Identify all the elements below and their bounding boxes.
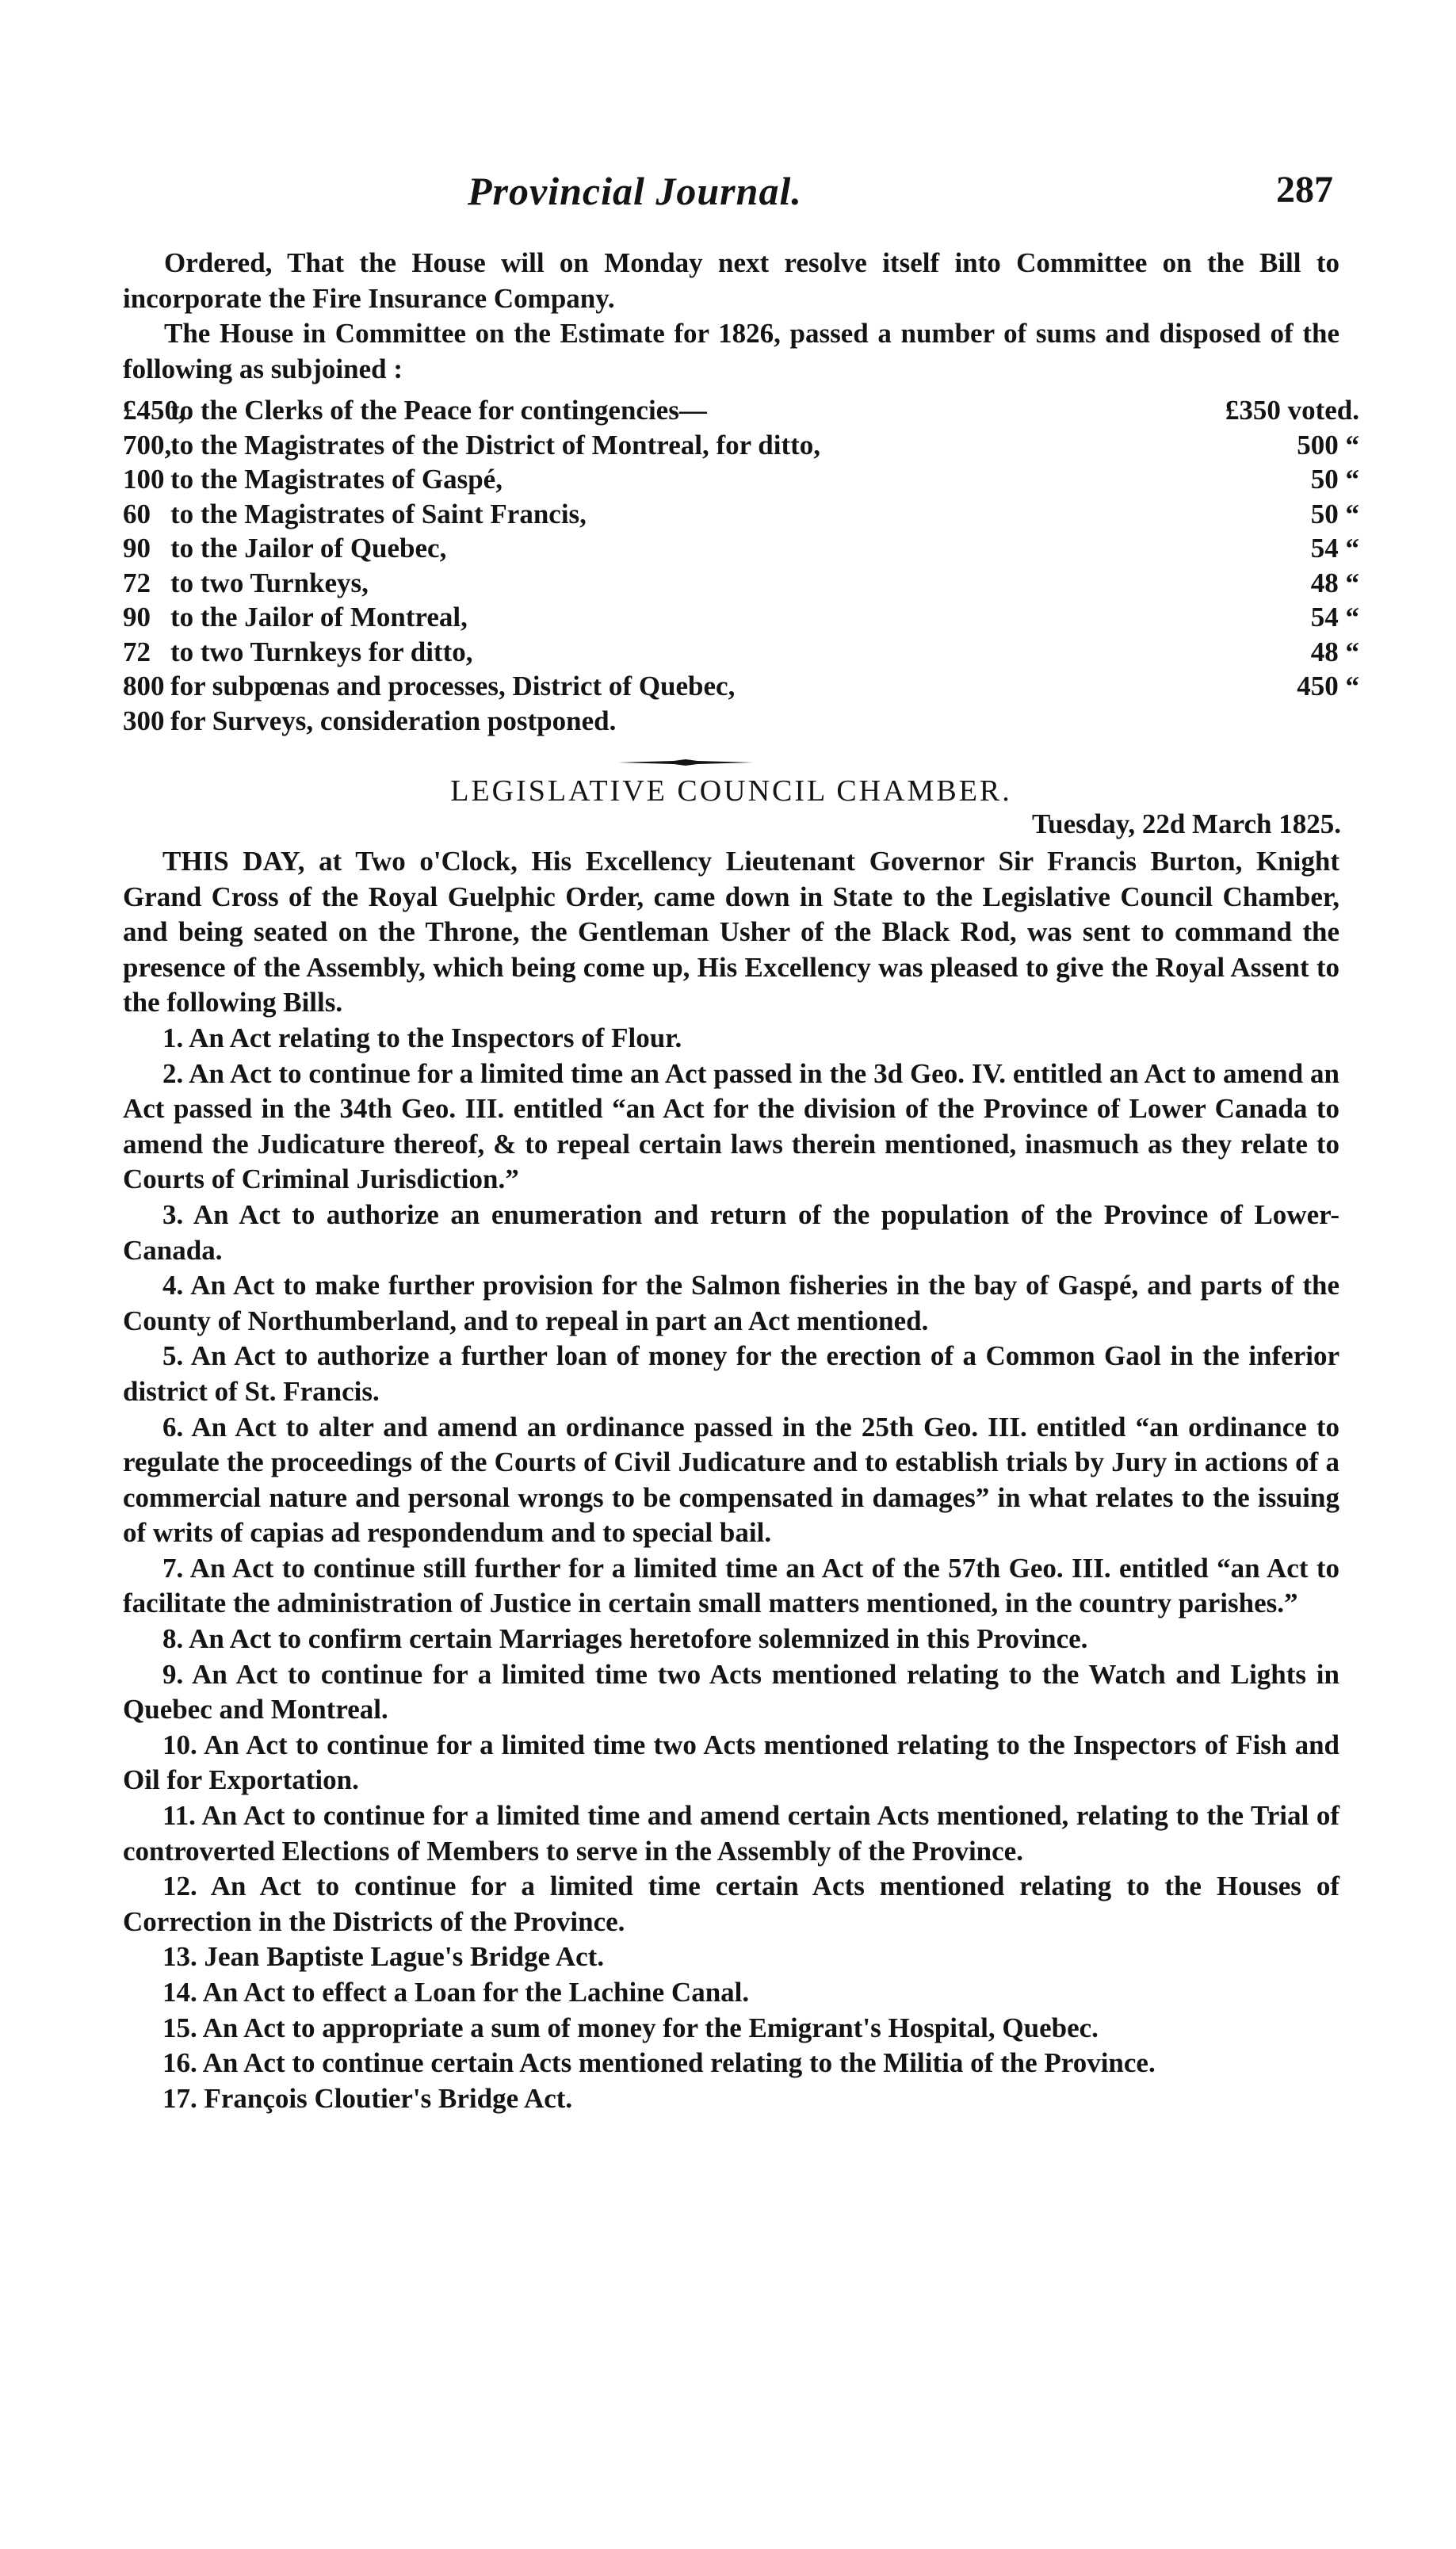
bill-item: 4. An Act to make further provision for the Salmon fisheries in the bay of Gaspé, and parts of the County of Northumberland, and to repeal in part an Act mentioned. <box>123 1270 1339 1336</box>
estimate-description: to two Turnkeys for ditto, <box>170 636 473 667</box>
bill-item: 16. An Act to continue certain Acts mentioned relating to the Militia of the Province. <box>162 2047 1156 2079</box>
estimate-description: to the Magistrates of Gaspé, <box>170 464 503 495</box>
estimate-amount: 700, <box>123 429 172 461</box>
estimate-description: to the Jailor of Montreal, <box>170 602 468 632</box>
estimate-table <box>123 393 1359 738</box>
bill-item: 2. An Act to continue for a limited time an Act passed in the 3d Geo. IV. entitled an Act to amend an Act passed in the 34th Geo. III. entitled “an Act for the division of the Province of Lower Canada to amend the Judicature thereof, & to repeal certain laws therein mentioned, inasmuch as they relate to Courts of Criminal Jurisdiction.” <box>123 1057 1339 1195</box>
bill-item: 3. An Act to authorize an enumeration and return of the population of the Province of Lower-Canada. <box>123 1198 1339 1266</box>
estimate-amount: 90 <box>123 533 151 564</box>
bill-item: 7. An Act to continue still further for a limited time an Act of the 57th Geo. III. entitled “an Act to facilitate the administration of Justice in certain small matters mentioned, in the country parishes.” <box>123 1552 1339 1619</box>
estimate-voted: 54 “ <box>1310 533 1359 564</box>
bill-item: 1. An Act relating to the Inspectors of Flour. <box>162 1022 682 1053</box>
estimate-description: to the Clerks of the Peace for contingencies— <box>170 395 707 426</box>
estimate-row <box>123 704 1359 739</box>
estimate-description: for Surveys, consideration postponed. <box>170 705 617 736</box>
running-title: Provincial Journal. <box>468 169 802 213</box>
estimate-row <box>123 531 1359 566</box>
estimate-row <box>123 462 1359 497</box>
bill-item: 8. An Act to confirm certain Marriages heretofore solemnized in this Province. <box>162 1623 1088 1655</box>
estimate-description: to two Turnkeys, <box>170 567 369 598</box>
section-heading: LEGISLATIVE COUNCIL CHAMBER. <box>450 774 1012 808</box>
bill-item: 12. An Act to continue for a limited time certain Acts mentioned relating to the Houses of Correction in the Districts of the Province. <box>123 1871 1339 1937</box>
estimate-amount: 72 <box>123 567 151 598</box>
estimate-voted: 450 “ <box>1297 671 1359 701</box>
intro-block <box>123 246 1339 387</box>
estimate-row <box>123 669 1359 704</box>
estimate-description: for subpœnas and processes, District of Quebec, <box>170 671 736 701</box>
bills-list <box>123 844 1339 2116</box>
estimate-description: to the Magistrates of the District of Montreal, for ditto, <box>170 429 821 461</box>
order-paragraph: Ordered, That the House will on Monday next resolve itself into Committee on the Bill to incorporate the Fire Insurance Company. <box>123 247 1339 314</box>
estimate-voted: 48 “ <box>1310 636 1359 667</box>
estimate-description: to the Magistrates of Saint Francis, <box>170 498 587 529</box>
bill-item: 5. An Act to authorize a further loan of money for the erection of a Common Gaol in the inferior district of St. Francis. <box>123 1340 1339 1407</box>
estimate-row <box>123 497 1359 532</box>
estimate-amount: £450, <box>123 395 185 426</box>
section-divider-rule <box>618 759 753 766</box>
estimate-row <box>123 600 1359 635</box>
estimate-amount: 800 <box>123 671 165 701</box>
estimate-amount: 300 <box>123 705 165 736</box>
estimate-voted: 48 “ <box>1310 567 1359 598</box>
estimate-voted: 50 “ <box>1310 498 1359 529</box>
estimate-amount: 72 <box>123 636 151 667</box>
estimate-row <box>123 393 1359 428</box>
estimate-description: to the Jailor of Quebec, <box>170 533 447 564</box>
estimate-amount: 100 <box>123 464 165 495</box>
bill-item: 6. An Act to alter and amend an ordinance passed in the 25th Geo. III. entitled “an ordinance to regulate the proceedings of the Courts of Civil Judicature and to establish trials by Jury in actions of a commercial nature and personal wrongs to be compensated in damages” in what relates to the issuing of writs of capias ad respondendum and to special bail. <box>123 1411 1339 1549</box>
bill-item: 17. François Cloutier's Bridge Act. <box>162 2082 573 2114</box>
estimate-voted: 50 “ <box>1310 464 1359 495</box>
estimate-voted: 54 “ <box>1310 602 1359 632</box>
bill-item: 10. An Act to continue for a limited time two Acts mentioned relating to the Inspectors of Fish and Oil for Exportation. <box>123 1729 1339 1796</box>
bill-item: 13. Jean Baptiste Lague's Bridge Act. <box>162 1941 605 1973</box>
bill-item: 11. An Act to continue for a limited time and amend certain Acts mentioned, relating to the Trial of controverted Elections of Members to serve in the Assembly of the Province. <box>123 1800 1339 1867</box>
bill-item: 15. An Act to appropriate a sum of money for the Emigrant's Hospital, Quebec. <box>162 2012 1099 2043</box>
session-date: Tuesday, 22d March 1825. <box>1032 808 1341 839</box>
committee-paragraph: The House in Committee on the Estimate for 1826, passed a number of sums and disposed of the following as subjoined : <box>123 318 1339 384</box>
opening-paragraph: THIS DAY, at Two o'Clock, His Excellency Lieutenant Governor Sir Francis Burton, Knight Grand Cross of the Royal Guelphic Order, came down in State to the Legislative Council Chamber, and being seated on the Throne, the Gentleman Usher of the Black Rod, was sent to command the presence of the Assembly, which being come up, His Excellency was pleased to give the Royal Assent to the following Bills. <box>123 846 1339 1018</box>
estimate-amount: 60 <box>123 498 151 529</box>
estimate-amount: 90 <box>123 602 151 632</box>
estimate-row <box>123 428 1359 463</box>
estimate-voted: £350 voted. <box>1225 395 1359 426</box>
bill-item: 14. An Act to effect a Loan for the Lachine Canal. <box>162 1977 750 2008</box>
estimate-row <box>123 566 1359 601</box>
estimate-voted: 500 “ <box>1297 429 1359 461</box>
estimate-row <box>123 635 1359 670</box>
bill-item: 9. An Act to continue for a limited time two Acts mentioned relating to the Watch and Lights in Quebec and Montreal. <box>123 1658 1339 1725</box>
page-number: 287 <box>1276 169 1333 211</box>
